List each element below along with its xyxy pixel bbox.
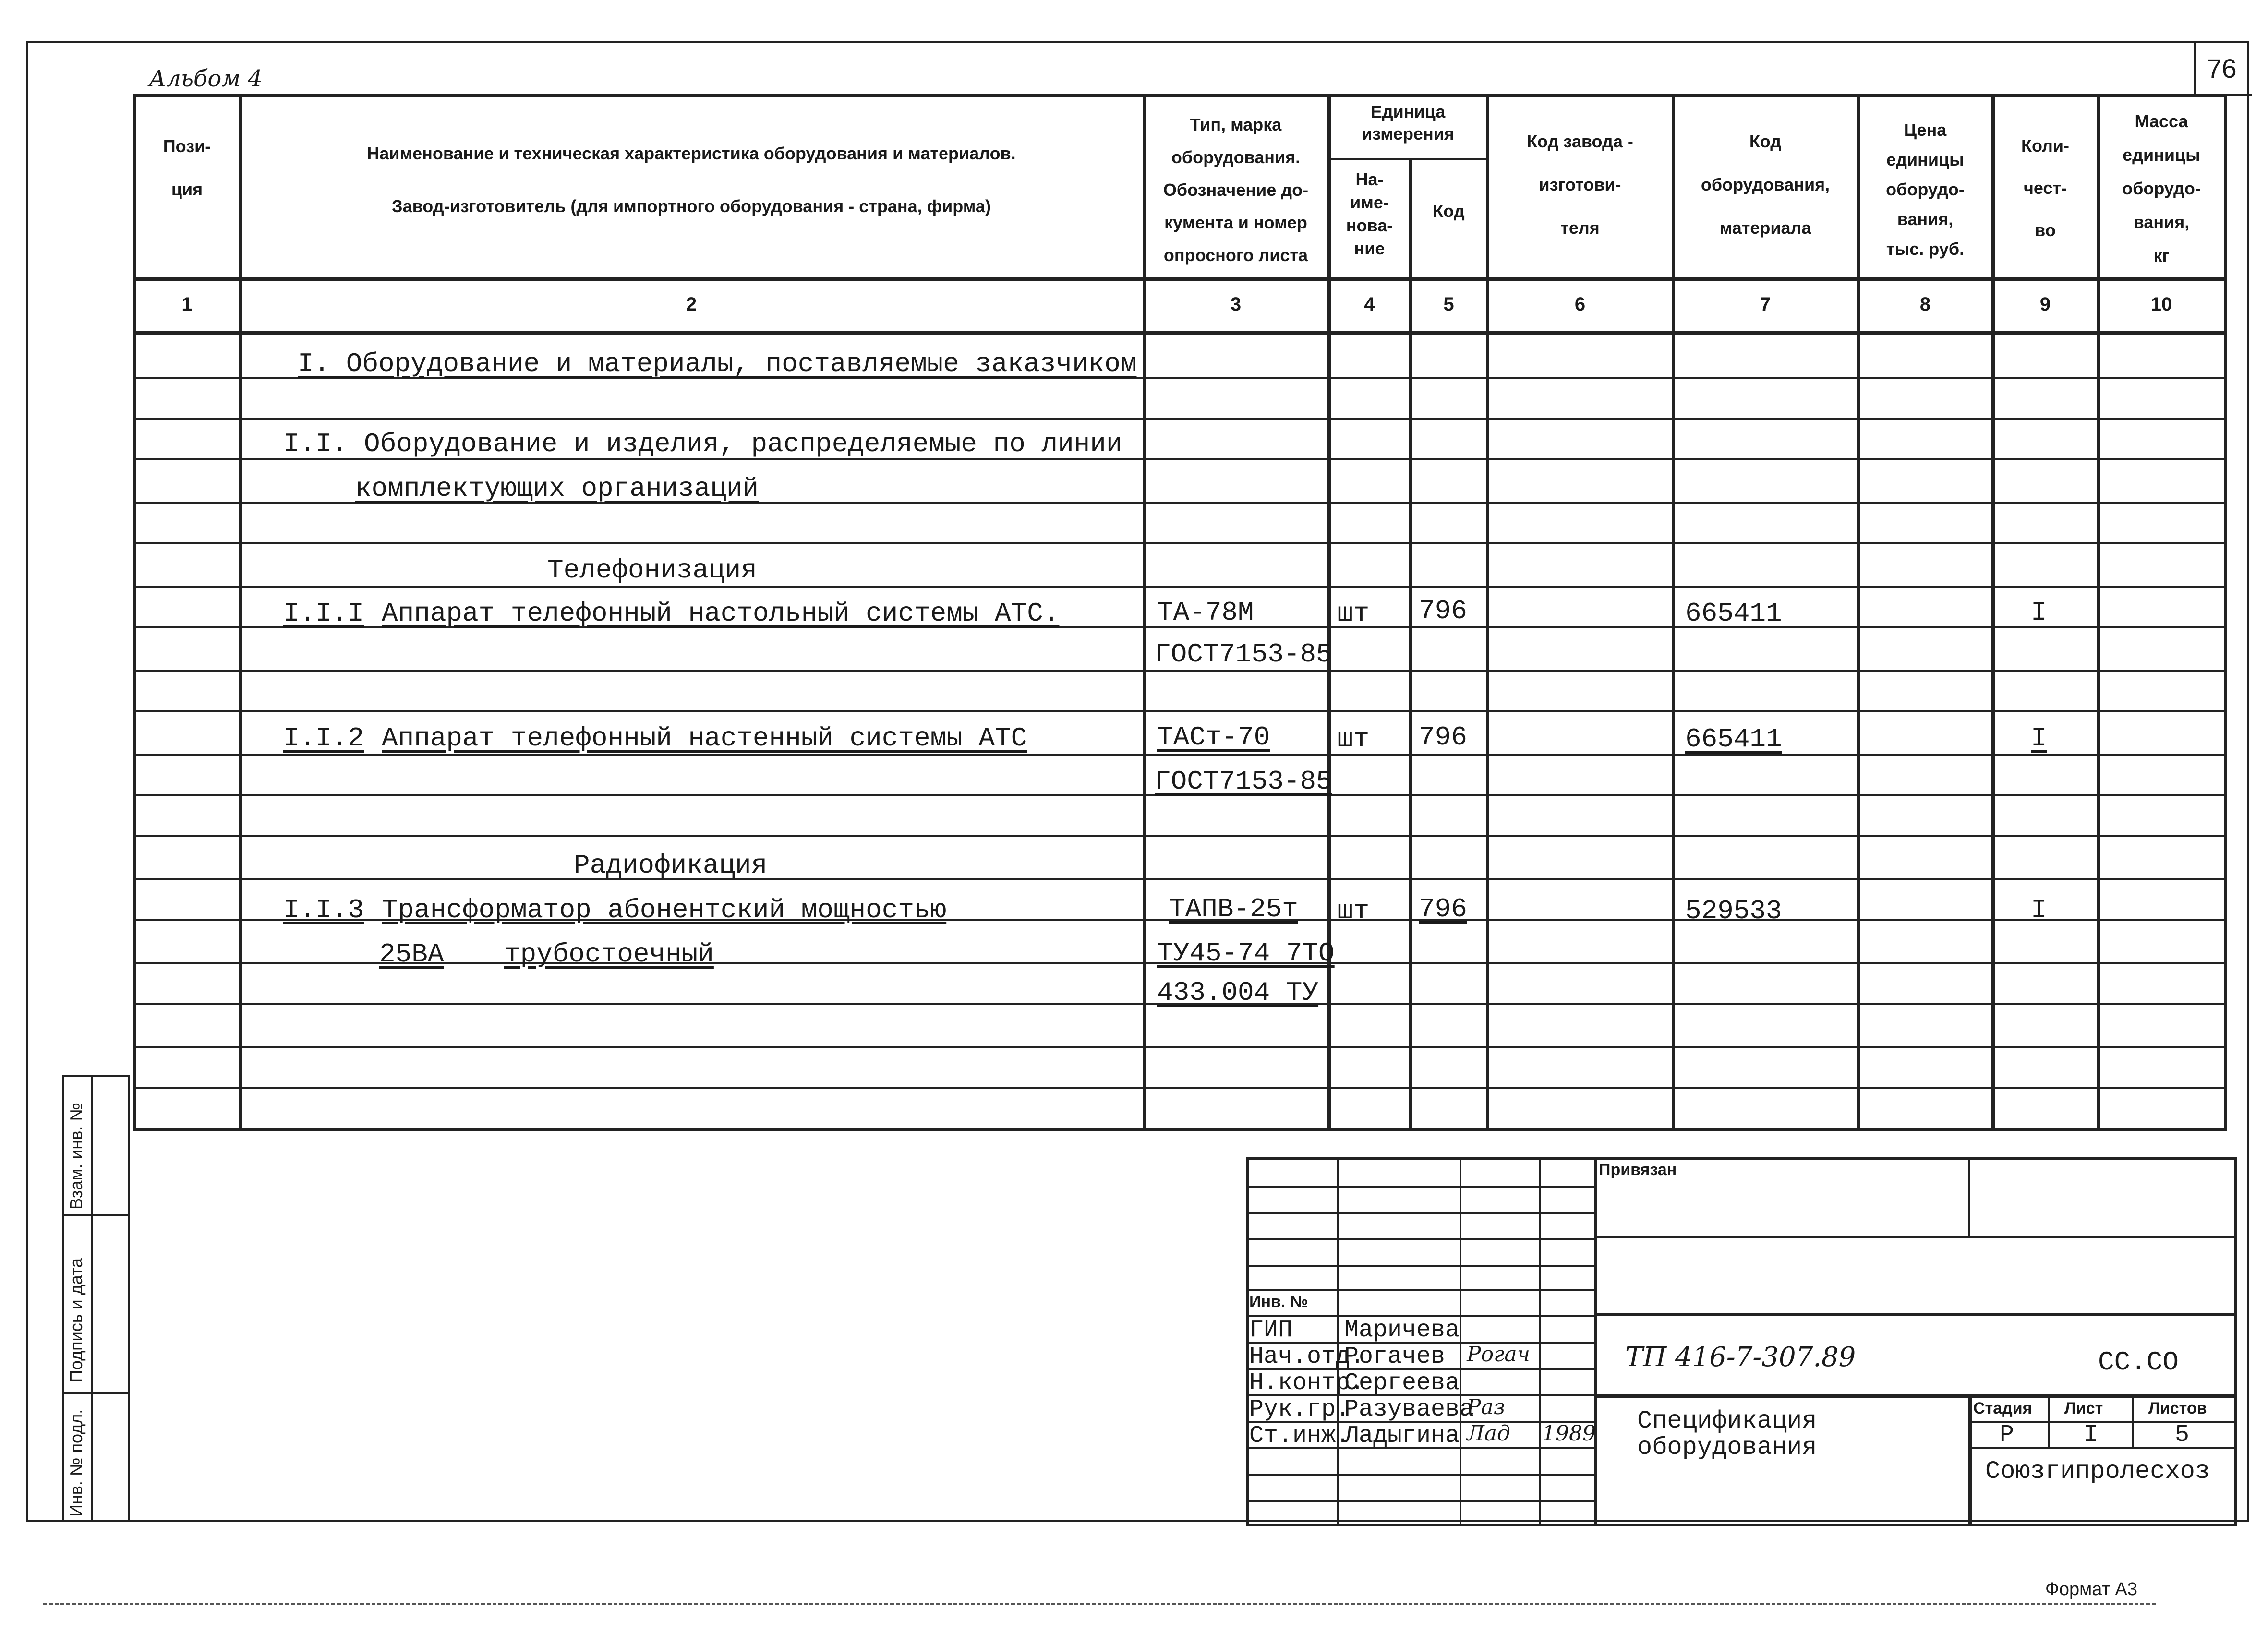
- item-111-name: Аппарат телефонный настольный системы АТС.: [382, 598, 1060, 629]
- row-line: [133, 835, 2227, 837]
- header-qty: Коли- чест- во: [2021, 136, 2070, 240]
- row-line: [133, 878, 2227, 880]
- colnum-3: 3: [1230, 294, 1242, 315]
- sign-year: 1989: [1542, 1421, 1596, 1446]
- col-line-6: [1672, 94, 1675, 1131]
- col-line-5: [1486, 94, 1489, 1131]
- sheets-value: 5: [2175, 1421, 2190, 1449]
- tb-row: [1246, 1500, 1594, 1502]
- role-group-lead: Рук.гр.: [1249, 1396, 1351, 1423]
- item-111-position: I.I.I: [283, 598, 364, 629]
- colnum-9: 9: [2039, 294, 2051, 315]
- tb-row: [1246, 1238, 1594, 1240]
- item-111-type: ТА-78М: [1157, 597, 1254, 628]
- header-name: Наименование и техническая характеристика оборудования и материалов.: [367, 144, 1016, 163]
- colnum-1: 1: [181, 294, 193, 315]
- section-1-title: I. Оборудование и материалы, поставляемые заказчиком: [298, 348, 1137, 379]
- item-112-position: I.I.2: [283, 723, 364, 754]
- signature-ladygina: Лад: [1467, 1421, 1510, 1446]
- subsection-radio: Радиофикация: [574, 850, 768, 881]
- role-senior-eng: Ст.инж.: [1249, 1422, 1351, 1450]
- side-label-replace-inv: Взам. инв. №: [66, 1102, 86, 1210]
- item-113-name-mount: трубостоечный: [504, 939, 714, 970]
- header-bottom-line: [133, 277, 2227, 281]
- colnum-2: 2: [686, 294, 697, 315]
- tb-row: [1246, 1212, 1594, 1214]
- tb-row: [1246, 1474, 1594, 1476]
- doc-title: Спецификация: [1637, 1407, 1817, 1435]
- cut-line: [43, 1603, 2156, 1605]
- header-price: Цена единицы оборудо- вания, тыс. руб.: [1886, 120, 1965, 259]
- signature-rogachev: Рогач: [1467, 1342, 1530, 1367]
- item-113-equip-code: 529533: [1685, 896, 1782, 926]
- side-stamp-row: [62, 1214, 130, 1216]
- row-line: [133, 670, 2227, 672]
- header-unit-code: Код: [1433, 201, 1465, 221]
- tb-row: [1246, 1289, 1594, 1291]
- item-111-unit-code: 796: [1419, 596, 1467, 626]
- item-111-unit: шт: [1337, 598, 1370, 629]
- role-norm-control: Н.контр.: [1249, 1369, 1365, 1397]
- colnum-6: 6: [1574, 294, 1586, 315]
- privyazan-label: Привязан: [1599, 1161, 1677, 1179]
- inv-no-label: Инв. №: [1249, 1293, 1308, 1311]
- header-name-2: Завод-изготовитель (для импортного оборудования - страна, фирма): [392, 196, 991, 216]
- header-unit-name: На- име- нова- ние: [1346, 169, 1393, 258]
- tb-stage-divider: [1968, 1394, 1972, 1526]
- tb-row-right: [1594, 1313, 2237, 1316]
- item-113-name: Трансформатор абонентский мощностью: [382, 895, 947, 925]
- row-line: [133, 1046, 2227, 1048]
- colnum-8: 8: [1919, 294, 1931, 315]
- side-label-signature-date: Подпись и дата: [66, 1258, 86, 1382]
- row-line: [133, 1087, 2227, 1089]
- item-112-type: ТАСт-70: [1157, 722, 1270, 753]
- doc-title-cont: оборудования: [1637, 1433, 1817, 1462]
- name-ladygina: Ладыгина: [1344, 1422, 1460, 1450]
- name-maricheva: Маричева: [1344, 1317, 1460, 1344]
- stage-label: Стадия: [1973, 1399, 2032, 1417]
- header-type: Тип, марка оборудования. Обозначение до- кумента и номер опросного листа: [1163, 115, 1309, 265]
- header-mass: Масса единицы оборудо- вания, кг: [2122, 111, 2201, 265]
- subsection-telephony: Телефонизация: [547, 555, 757, 586]
- side-stamp-row: [62, 1392, 130, 1394]
- item-112-unit-code: 796: [1419, 722, 1467, 753]
- album-label: Альбом 4: [149, 65, 263, 92]
- row-line: [133, 710, 2227, 712]
- row-line: [133, 754, 2227, 756]
- sheets-label: Листов: [2148, 1399, 2207, 1417]
- header-unit: Единица измерения: [1362, 102, 1454, 144]
- doc-code: ТП 416-7-307.89: [1625, 1342, 1856, 1373]
- tb-stage-col: [2048, 1394, 2050, 1447]
- tb-row-right: [1594, 1394, 2237, 1398]
- name-rogachev: Рогачев: [1344, 1343, 1446, 1370]
- format-label: Формат А3: [2045, 1579, 2138, 1599]
- role-head-dept: Нач.отд.: [1249, 1343, 1365, 1370]
- item-112-qty: I: [2031, 723, 2047, 754]
- row-line: [133, 542, 2227, 544]
- item-113-doc: ТУ45-74 7ТО: [1157, 938, 1335, 969]
- tb-right-divider: [1968, 1157, 1970, 1236]
- sheet-value: I: [2084, 1421, 2099, 1449]
- row-line: [133, 418, 2227, 420]
- side-label-original-inv: Инв. № подл.: [66, 1409, 86, 1517]
- colnum-bottom-line: [133, 331, 2227, 335]
- item-113-qty: I: [2031, 895, 2047, 925]
- colnum-7: 7: [1760, 294, 1771, 315]
- name-razuvaeva: Разуваева: [1344, 1396, 1474, 1423]
- stage-value: Р: [2000, 1421, 2015, 1449]
- unit-split-line: [1327, 158, 1486, 160]
- tb-row-right: [1594, 1236, 2237, 1238]
- side-stamp-divider: [91, 1075, 93, 1522]
- header-plant-code: Код завода - изготови- теля: [1527, 132, 1633, 238]
- row-line: [133, 586, 2227, 588]
- item-113-type: ТАПВ-25т: [1169, 894, 1298, 924]
- col-line-1: [239, 94, 242, 1131]
- role-gip: ГИП: [1249, 1317, 1293, 1344]
- item-112-doc: ГОСТ7153-85: [1155, 766, 1332, 797]
- item-111-qty: I: [2031, 597, 2047, 628]
- header-position: Пози- ция: [163, 136, 211, 199]
- tb-row: [1246, 1186, 1594, 1188]
- section-1-1-title-cont: комплектующих организаций: [355, 473, 759, 504]
- doc-suffix: СС.СО: [2098, 1347, 2179, 1378]
- item-112-unit: шт: [1337, 724, 1370, 755]
- organization-name: Союзгипролесхоз: [1985, 1457, 2210, 1486]
- item-113-position: I.I.3: [283, 895, 364, 925]
- colnum-10: 10: [2150, 294, 2172, 315]
- header-equip-code: Код оборудования, материала: [1701, 132, 1830, 238]
- tb-col-main: [1594, 1157, 1597, 1526]
- name-sergeeva: Сергеева: [1344, 1369, 1460, 1397]
- section-1-1-title: I.I. Оборудование и изделия, распределяемые по линии: [283, 429, 1122, 459]
- signature-razuvaeva: Раз: [1467, 1395, 1505, 1419]
- item-112-name: Аппарат телефонный настенный системы АТС: [382, 723, 1027, 754]
- item-112-equip-code: 665411: [1685, 724, 1782, 755]
- item-113-unit-code: 796: [1419, 894, 1467, 924]
- tb-row: [1246, 1265, 1594, 1267]
- item-113-name-power: 25ВА: [379, 939, 444, 970]
- item-113-unit: шт: [1337, 896, 1370, 926]
- page-number: 76: [2207, 53, 2237, 84]
- tb-stage-col: [2132, 1394, 2134, 1447]
- item-113-doc-cont: 433.004 ТУ: [1157, 977, 1319, 1008]
- colnum-5: 5: [1443, 294, 1454, 315]
- sheet-label: Лист: [2064, 1399, 2103, 1417]
- item-111-doc: ГОСТ7153-85: [1155, 639, 1332, 670]
- colnum-4: 4: [1364, 294, 1375, 315]
- item-111-equip-code: 665411: [1685, 598, 1782, 629]
